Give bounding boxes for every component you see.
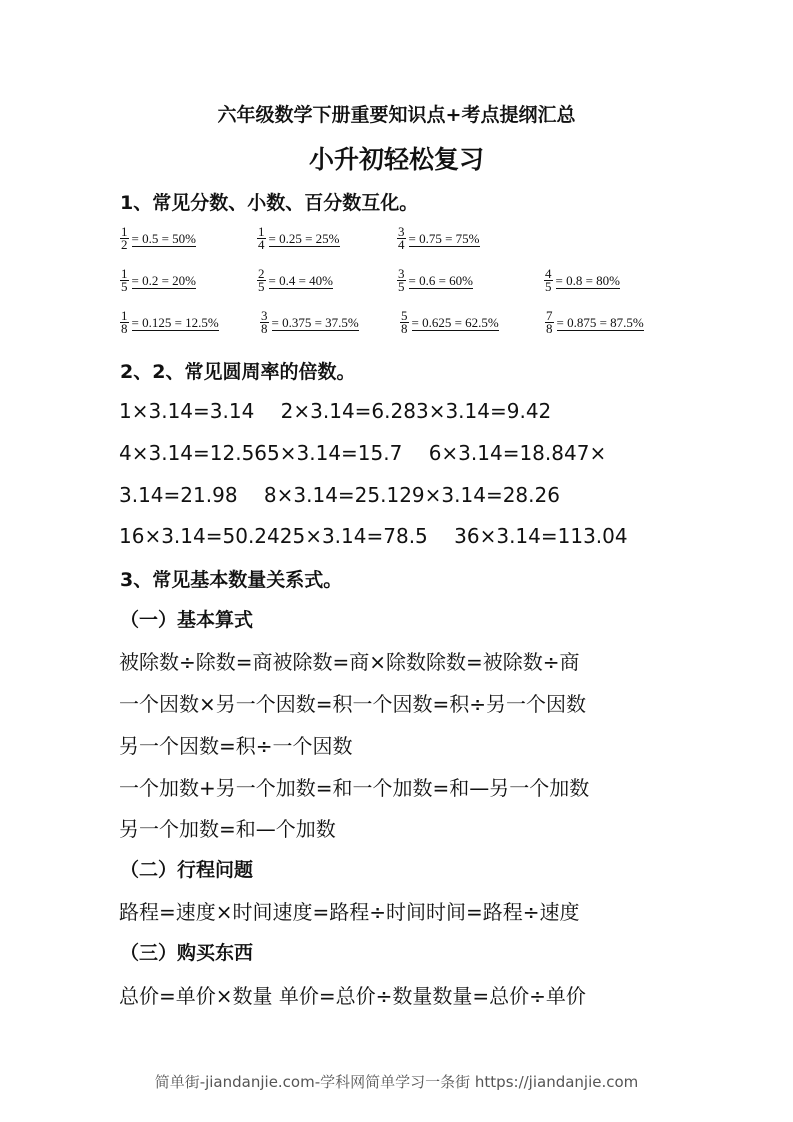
- fraction-denominator: 5: [121, 279, 128, 294]
- document-title: 小升初轻松复习: [308, 145, 484, 174]
- fraction-equivalents: = 0.75 = 75%: [408, 231, 480, 246]
- fraction-item: [397, 226, 480, 251]
- fraction-equivalents: = 0.5 = 50%: [131, 231, 196, 246]
- fraction-item: [257, 226, 340, 251]
- fraction-item: [257, 268, 333, 293]
- section1-heading: 1、常见分数、小数、百分数互化。: [120, 192, 419, 214]
- fraction-item: [120, 268, 196, 293]
- travel-problems-heading: （二）行程问题: [120, 859, 254, 881]
- fraction-item: [397, 268, 473, 293]
- fraction-numerator: 4: [545, 266, 552, 281]
- fraction-equivalents: = 0.125 = 12.5%: [131, 315, 219, 330]
- fraction-denominator: 8: [546, 321, 553, 336]
- formula-line: 被除数÷除数=商被除数=商×除数除数=被除数÷商: [119, 650, 580, 674]
- fraction-equivalents: = 0.625 = 62.5%: [411, 315, 499, 330]
- formula-line: 另一个加数=和—个加数: [119, 817, 336, 841]
- pi-multiples-line: 1×3.14=3.14 2×3.14=6.283×3.14=9.42: [119, 399, 552, 423]
- section2-heading: 2、2、常见圆周率的倍数。: [120, 361, 356, 383]
- fraction-denominator: 4: [258, 237, 265, 252]
- fraction-item: [545, 310, 644, 335]
- fraction-denominator: 4: [398, 237, 405, 252]
- fraction-item: [400, 310, 499, 335]
- fraction-numerator: 1: [121, 224, 128, 239]
- pi-multiples-line: 3.14=21.98 8×3.14=25.129×3.14=28.26: [119, 483, 560, 507]
- section3-heading: 3、常见基本数量关系式。: [120, 569, 343, 591]
- fraction-numerator: 3: [398, 224, 405, 239]
- fraction-denominator: 2: [121, 237, 128, 252]
- fraction-numerator: 5: [401, 308, 408, 323]
- fraction-numerator: 7: [546, 308, 553, 323]
- fraction-denominator: 5: [398, 279, 405, 294]
- fraction-item: [260, 310, 359, 335]
- fraction-equivalents: = 0.2 = 20%: [131, 273, 196, 288]
- pi-multiples-line: 4×3.14=12.565×3.14=15.7 6×3.14=18.847×: [119, 441, 607, 465]
- fraction-equivalents: = 0.875 = 87.5%: [556, 315, 644, 330]
- fraction-equivalents: = 0.6 = 60%: [408, 273, 473, 288]
- fraction-numerator: 1: [121, 308, 128, 323]
- fraction-equivalents: = 0.4 = 40%: [268, 273, 333, 288]
- fraction-numerator: 2: [258, 266, 265, 281]
- formula-line: 另一个因数=积÷一个因数: [119, 734, 353, 758]
- formula-line: 一个加数+另一个加数=和一个加数=和—另一个加数: [119, 776, 590, 800]
- fraction-equivalents: = 0.375 = 37.5%: [271, 315, 359, 330]
- fraction-denominator: 8: [261, 321, 268, 336]
- fraction-numerator: 1: [258, 224, 265, 239]
- formula-line: 总价=单价×数量 单价=总价÷数量数量=总价÷单价: [119, 984, 586, 1008]
- basic-formulas-heading: （一）基本算式: [120, 609, 254, 631]
- fraction-numerator: 3: [261, 308, 268, 323]
- document-subtitle: 六年级数学下册重要知识点+考点提纲汇总: [217, 104, 576, 126]
- pi-multiples-line: 16×3.14=50.2425×3.14=78.5 36×3.14=113.04: [119, 524, 628, 548]
- fraction-item: [120, 226, 196, 251]
- fraction-denominator: 5: [258, 279, 265, 294]
- fraction-equivalents: = 0.8 = 80%: [555, 273, 620, 288]
- fraction-equivalents: = 0.25 = 25%: [268, 231, 340, 246]
- fraction-numerator: 3: [398, 266, 405, 281]
- fraction-denominator: 8: [401, 321, 408, 336]
- shopping-heading: （三）购买东西: [120, 942, 254, 964]
- fraction-denominator: 8: [121, 321, 128, 336]
- fraction-denominator: 5: [545, 279, 552, 294]
- fraction-numerator: 1: [121, 266, 128, 281]
- footer-watermark: 简单街-jiandanjie.com-学科网简单学习一条街 https://jiandanjie.com: [154, 1073, 639, 1091]
- formula-line: 一个因数×另一个因数=积一个因数=积÷另一个因数: [119, 692, 587, 716]
- formula-line: 路程=速度×时间速度=路程÷时间时间=路程÷速度: [119, 900, 580, 924]
- fraction-item: [544, 268, 620, 293]
- fraction-item: [120, 310, 219, 335]
